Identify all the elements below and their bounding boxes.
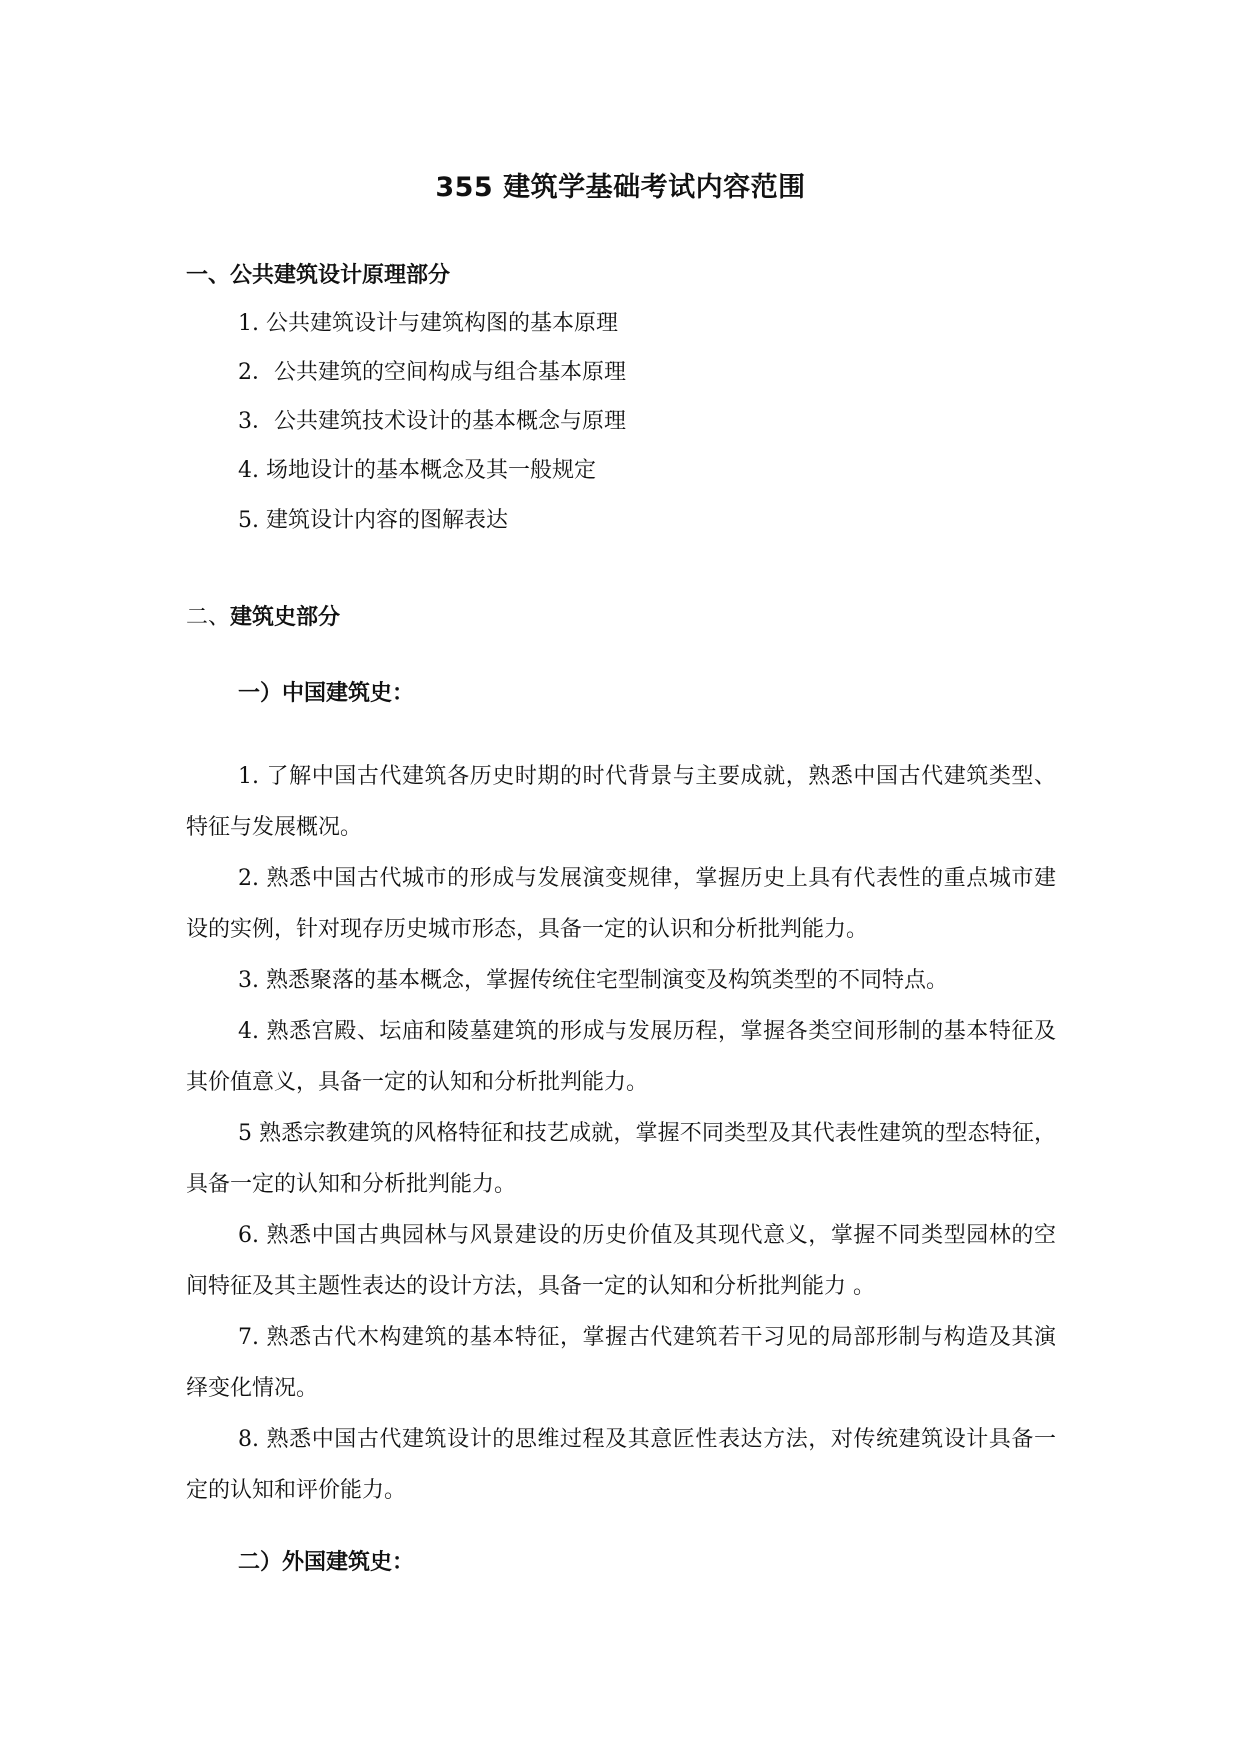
sub1-paragraph-3: 3. 熟悉聚落的基本概念，掌握传统住宅型制演变及构筑类型的不同特点。: [238, 968, 948, 993]
sub1-paragraph-4: 4. 熟悉宫殿、坛庙和陵墓建筑的形成与发展历程，掌握各类空间形制的基本特征及其价值意义，具备一定的认知和分析批判能力。: [186, 1019, 1056, 1095]
section2-heading-number: 二、: [186, 605, 231, 630]
sub1-paragraph-6: 6. 熟悉中国古典园林与风景建设的历史价值及其现代意义，掌握不同类型园林的空间特征及其主题性表达的设计方法，具备一定的认知和分析批判能力 。: [186, 1223, 1056, 1299]
page-title: 355 建筑学基础考试内容范围: [435, 172, 806, 203]
section1-item-4: 4. 场地设计的基本概念及其一般规定: [238, 458, 596, 483]
section1-item-3: 3．公共建筑技术设计的基本概念与原理: [238, 409, 626, 434]
section1-item-2: 2．公共建筑的空间构成与组合基本原理: [238, 360, 626, 385]
section1-item-5: 5. 建筑设计内容的图解表达: [238, 508, 508, 533]
section1-heading: 一、公共建筑设计原理部分: [186, 263, 451, 288]
sub1-paragraph-8: 8. 熟悉中国古代建筑设计的思维过程及其意匠性表达方法，对传统建筑设计具备一定的认知和评价能力。: [186, 1427, 1056, 1503]
sub1-paragraph-2: 2. 熟悉中国古代城市的形成与发展演变规律，掌握历史上具有代表性的重点城市建设的实例，针对现存历史城市形态，具备一定的认识和分析批判能力。: [186, 866, 1056, 942]
sub1-paragraph-1: 1. 了解中国古代建筑各历史时期的时代背景与主要成就，熟悉中国古代建筑类型、特征与发展概况。: [186, 764, 1056, 840]
section2-sub1-heading: 一）中国建筑史：: [238, 681, 415, 706]
section1-item-1: 1. 公共建筑设计与建筑构图的基本原理: [238, 311, 618, 336]
section2-heading-text: 建筑史部分: [230, 605, 341, 630]
section2-heading: [186, 600, 340, 631]
sub1-paragraph-5: 5 熟悉宗教建筑的风格特征和技艺成就，掌握不同类型及其代表性建筑的型态特征，具备一定的认知和分析批判能力。: [186, 1121, 1056, 1197]
sub1-paragraph-7: 7. 熟悉古代木构建筑的基本特征，掌握古代建筑若干习见的局部形制与构造及其演绎变化情况。: [186, 1325, 1056, 1401]
section2-sub2-heading: 二）外国建筑史：: [238, 1550, 415, 1575]
